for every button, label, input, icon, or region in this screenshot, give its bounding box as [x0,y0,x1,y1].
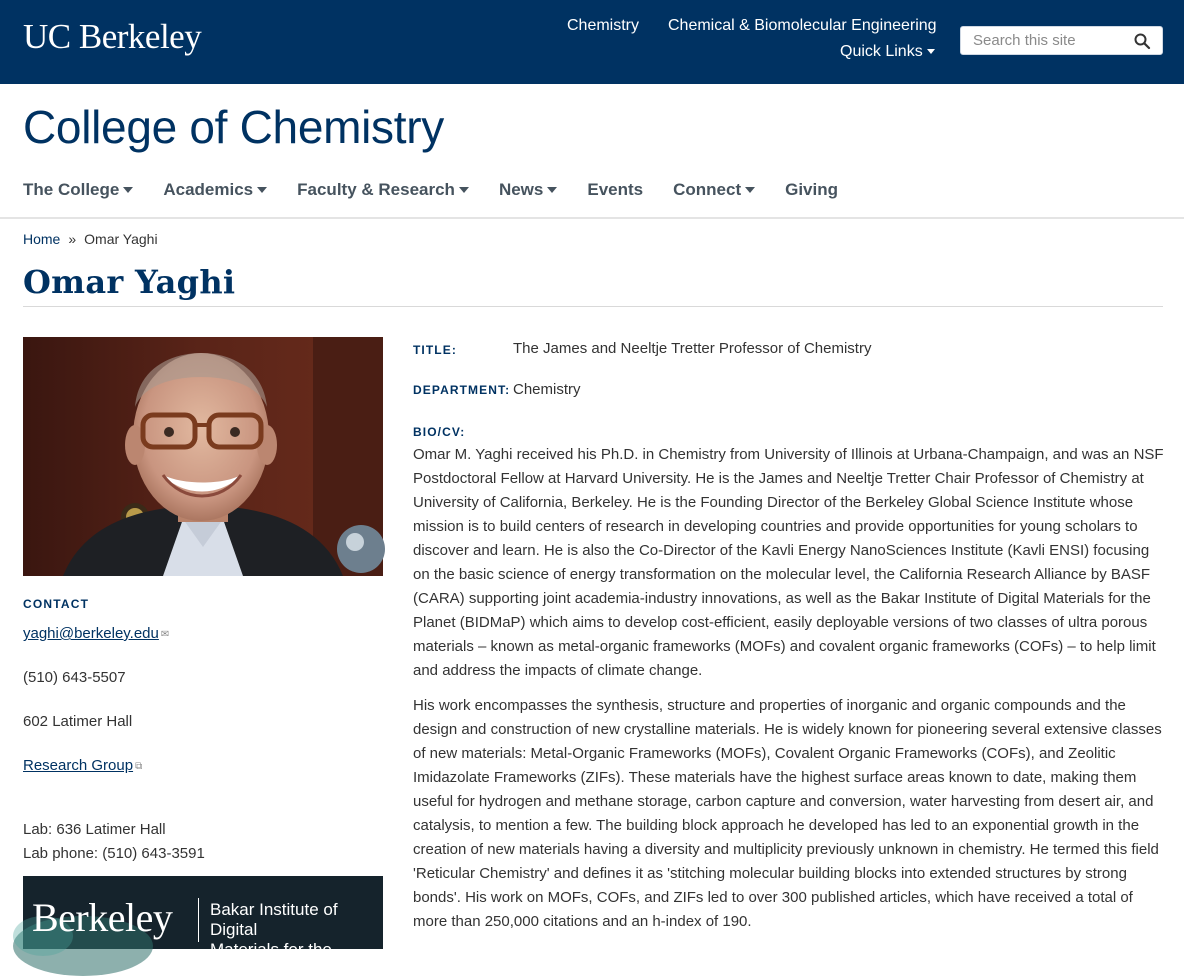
quick-links-label: Quick Links [840,43,923,60]
bakar-institute-banner[interactable] [23,876,383,979]
banner-line-1: Bakar Institute of Digital [210,900,338,939]
nav-label: The College [23,180,120,199]
quick-links-dropdown[interactable] [840,42,935,62]
contact-lab: Lab: 636 Latimer Hall [23,821,166,838]
bio-paragraph-1: Omar M. Yaghi received his Ph.D. in Chemistry from University of Illinois at Urbana-Champaign, and was an NSF Postdoctoral Fellow at Harvard University. He is the James and Neeltje Tretter Chair Professor of Chemistry at University of California, Berkeley. He is the Founding Director of the Berkeley Global Science Institute whose mission is to build centers of research in developing countries and provide opportunities for young scholars to discover and learn. He is also the Co-Director of the Kavli Energy NanoSciences Institute (Kavli ENSI) focusing on the basic science of energy transformation on the molecular level, the California Research Alliance by BASF (CARA) supporting joint academia-industry innovations, as well as the Bakar Institute of Digital Materials for the Planet (BIDMaP) which aims to develop cost-efficient, easily deployable versions of two classes of ultra porous materials – known as metal-organic frameworks (MOFs) and covalent organic frameworks (COFs) – to help limit and address the impacts of climate change. [413,446,1164,679]
nav-item-connect[interactable] [673,178,755,202]
site-search [960,26,1163,55]
nav-label: Events [587,180,644,199]
nav-item-news[interactable] [499,178,557,202]
nav-item-events[interactable] [587,178,643,202]
contact-lab-phone: Lab phone: (510) 643-3591 [23,845,205,862]
nav-label: Faculty & Research [297,180,455,199]
nav-item-academics[interactable] [163,178,267,202]
title-value: The James and Neeltje Tretter Professor of Chemistry [513,340,872,357]
contact-email-line [23,624,169,645]
nav-item-giving[interactable] [785,178,838,202]
chevron-down-icon [459,187,469,193]
nav-divider [0,217,1184,219]
banner-subtitle [210,900,383,980]
contact-phone: (510) 643-5507 [23,669,126,686]
breadcrumb-current: Omar Yaghi [84,231,158,247]
page-title: Omar Yaghi [23,263,236,301]
nav-label: News [498,180,544,199]
mail-icon: ✉ [160,629,170,640]
title-label: TITLE: [413,343,457,357]
email-link[interactable]: yaghi@berkeley.edu [23,625,159,642]
chevron-down-icon [547,187,557,193]
research-group-link[interactable]: Research Group [23,757,134,774]
search-icon[interactable] [1134,33,1150,49]
chevron-down-icon [257,187,267,193]
banner-berkeley-logo: Berkeley [32,895,173,940]
nav-label: Academics [163,180,254,199]
title-divider [23,306,1163,307]
contact-heading: CONTACT [23,597,90,611]
nav-label: Giving [785,180,839,199]
nav-label: Connect [673,180,742,199]
top-link-chemistry[interactable]: Chemistry [567,17,640,34]
nav-item-the-college[interactable] [23,178,133,202]
top-link-chemical-biomolecular-engineering[interactable]: Chemical & Biomolecular Engineering [668,17,937,34]
profile-photo [23,337,383,576]
breadcrumb-separator: » [68,231,77,247]
department-value: Chemistry [513,381,581,398]
contact-office: 602 Latimer Hall [23,713,133,730]
search-input[interactable] [961,27,1126,54]
main-nav [23,178,868,202]
bio-label: BIO/CV: [413,425,466,439]
chevron-down-icon [927,49,935,54]
banner-line-2: Materials for the Planet [210,940,332,979]
chevron-down-icon [123,187,133,193]
top-header [0,0,1184,84]
bio-paragraph-2: His work encompasses the synthesis, structure and properties of inorganic and organic compounds and the design and construction of new crystalline materials. He is widely known for pioneering several extensive classes of new materials: Metal-Organic Frameworks (MOFs), Covalent Organic Frameworks (COFs), and Zeolitic Imidazolate Frameworks (ZIFs). These materials have the highest surface areas known to date, making them useful for hydrogen and methane storage, carbon capture and conversion, water harvesting from desert air, and catalysis, to mention a few. The building block approach he developed has led to an exponential growth in the creation of new materials having a diversity and multiplicity previously unknown in chemistry. He termed this field 'Reticular Chemistry' and defines it as 'stitching molecular building blocks into extended structures by strong bonds'. His work on MOFs, COFs, and ZIFs led to over 300 published articles, which have received a total of more than 250,000 citations and an h-index of 190. [413,697,1162,930]
research-group-line [23,756,142,777]
chevron-down-icon [745,187,755,193]
uc-berkeley-logo[interactable]: UC Berkeley [23,17,202,56]
site-title[interactable]: College of Chemistry [23,101,444,153]
breadcrumb-home[interactable]: Home [23,231,61,247]
banner-divider [198,898,199,942]
department-label: DEPARTMENT: [413,383,511,397]
nav-item-faculty-research[interactable] [297,178,469,202]
external-link-icon: ⧉ [135,761,143,772]
breadcrumb [23,230,158,248]
